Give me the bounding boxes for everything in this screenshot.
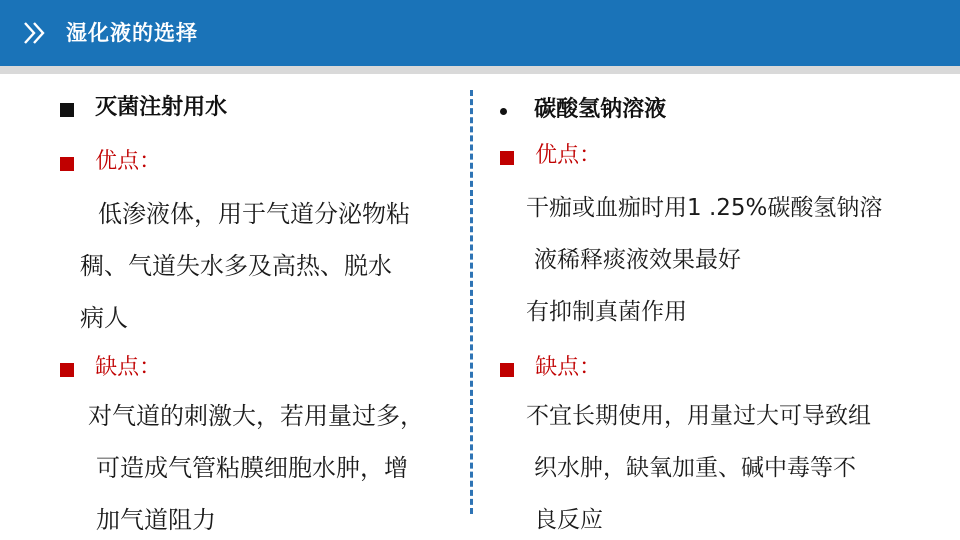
- double-chevron-right-icon: [22, 20, 48, 46]
- page-title: 湿化液的选择: [66, 21, 198, 45]
- left-cons-line: 可造成气管粘膜细胞水肿，增: [96, 454, 408, 482]
- right-pros-text: [526, 182, 882, 338]
- right-section-heading: [500, 92, 666, 123]
- red-square-bullet-icon: [60, 157, 74, 171]
- right-cons-label: 缺点：: [535, 355, 602, 380]
- right-cons-line: 不宜长期使用，用量过大可导致组: [526, 403, 871, 429]
- left-pros-label: 优点：: [95, 149, 162, 174]
- title-bar-underline: [0, 66, 960, 74]
- right-cons-heading: [500, 350, 601, 381]
- right-cons-text: [526, 390, 871, 540]
- right-cons-line: 良反应: [534, 507, 603, 533]
- right-pros-line: 有抑制真菌作用: [526, 299, 687, 325]
- dot-bullet-icon: [500, 108, 507, 115]
- right-pros-line: 液稀释痰液效果最好: [534, 247, 741, 273]
- right-pros-heading: [500, 138, 601, 169]
- left-cons-heading: [60, 350, 161, 381]
- column-divider: [470, 90, 473, 514]
- red-square-bullet-icon: [500, 363, 514, 377]
- right-cons-line: 织水肿，缺氧加重、碱中毒等不: [534, 455, 856, 481]
- title-bar: [0, 0, 960, 66]
- left-pros-heading: [60, 144, 161, 175]
- left-cons-line: 加气道阻力: [96, 506, 216, 534]
- left-cons-text: [88, 390, 424, 540]
- left-pros-line: 病人: [80, 304, 128, 332]
- red-square-bullet-icon: [500, 151, 514, 165]
- right-heading-text: 碳酸氢钠溶液: [534, 97, 667, 122]
- square-bullet-icon: [60, 103, 74, 117]
- left-section-heading: [60, 90, 227, 121]
- left-pros-text: [80, 188, 410, 344]
- red-square-bullet-icon: [60, 363, 74, 377]
- left-pros-line: 低渗液体，用于气道分泌物粘: [98, 200, 410, 228]
- left-heading-text: 灭菌注射用水: [95, 95, 228, 120]
- left-cons-line: 对气道的刺激大，若用量过多，: [88, 402, 424, 430]
- right-pros-label: 优点：: [535, 143, 602, 168]
- left-cons-label: 缺点：: [95, 355, 162, 380]
- left-pros-line: 稠、气道失水多及高热、脱水: [80, 252, 392, 280]
- right-pros-line: 干痂或血痂时用1 .25%碳酸氢钠溶: [526, 195, 883, 221]
